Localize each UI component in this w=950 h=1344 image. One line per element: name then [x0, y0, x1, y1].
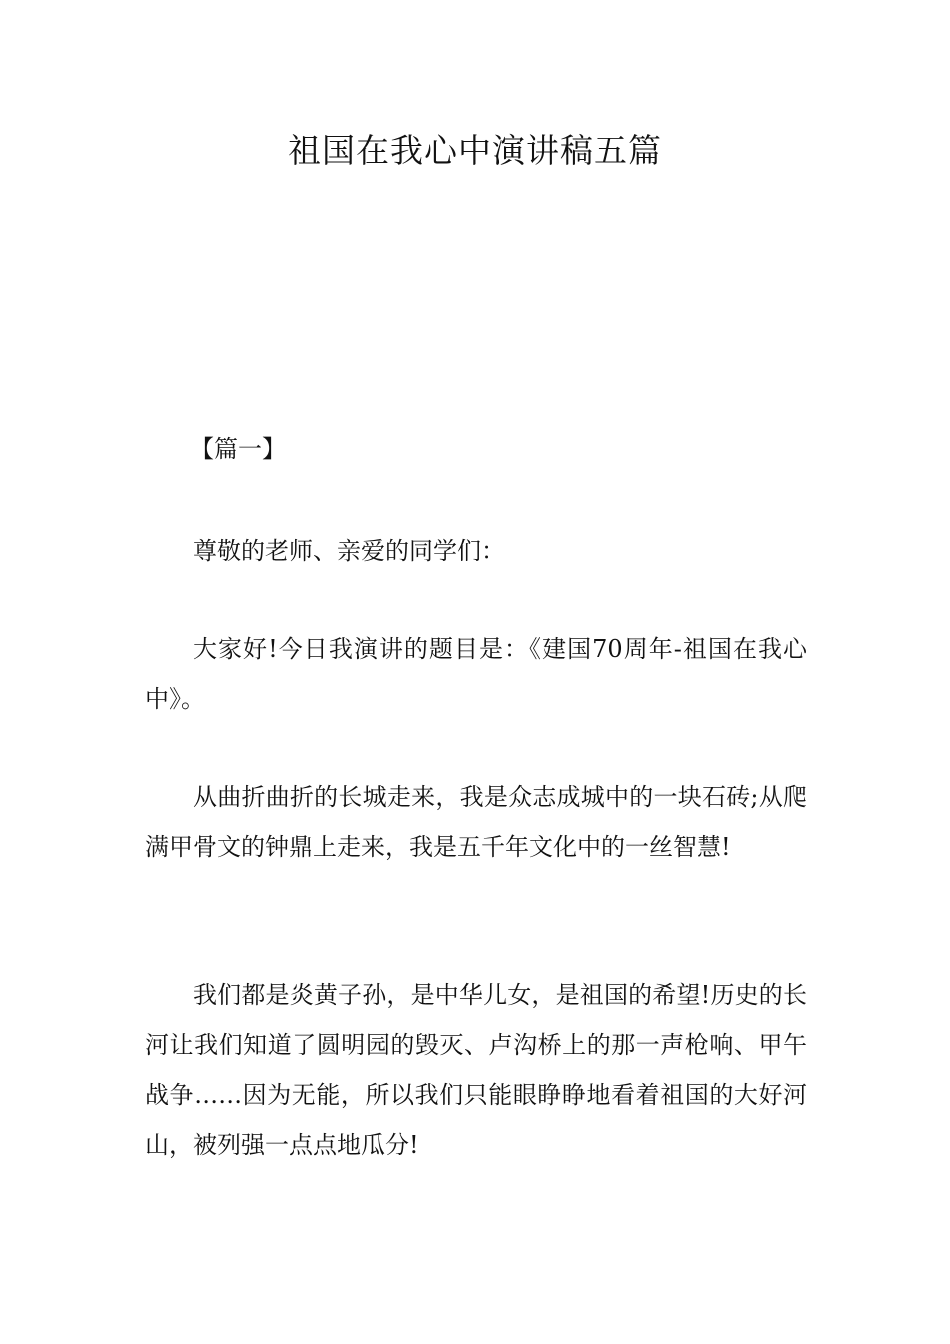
paragraph-text: 从曲折曲折的长城走来，我是众志成城中的一块石砖;从爬满甲骨文的钟鼎上走来，我是五千年文化中的一丝智慧! — [145, 783, 807, 861]
section-heading: 【篇一】 — [190, 435, 286, 463]
paragraph-intro — [145, 624, 807, 724]
paragraph-text: 尊敬的老师、亲爱的同学们： — [193, 537, 505, 565]
paragraph-great-wall — [145, 772, 807, 872]
paragraph-text: 我们都是炎黄子孙，是中华儿女，是祖国的希望!历史的长河让我们知道了圆明园的毁灭、卢沟桥上的那一声枪响、甲午战争……因为无能，所以我们只能眼睁睁地看着祖国的大好河山，被列强一点点地瓜分! — [145, 981, 807, 1159]
paragraph-greeting — [145, 526, 807, 576]
document-title: 祖国在我心中演讲稿五篇 — [288, 131, 662, 170]
paragraph-history — [145, 970, 807, 1170]
paragraph-text: 大家好!今日我演讲的题目是：《建国70周年-祖国在我心中》。 — [145, 635, 807, 713]
